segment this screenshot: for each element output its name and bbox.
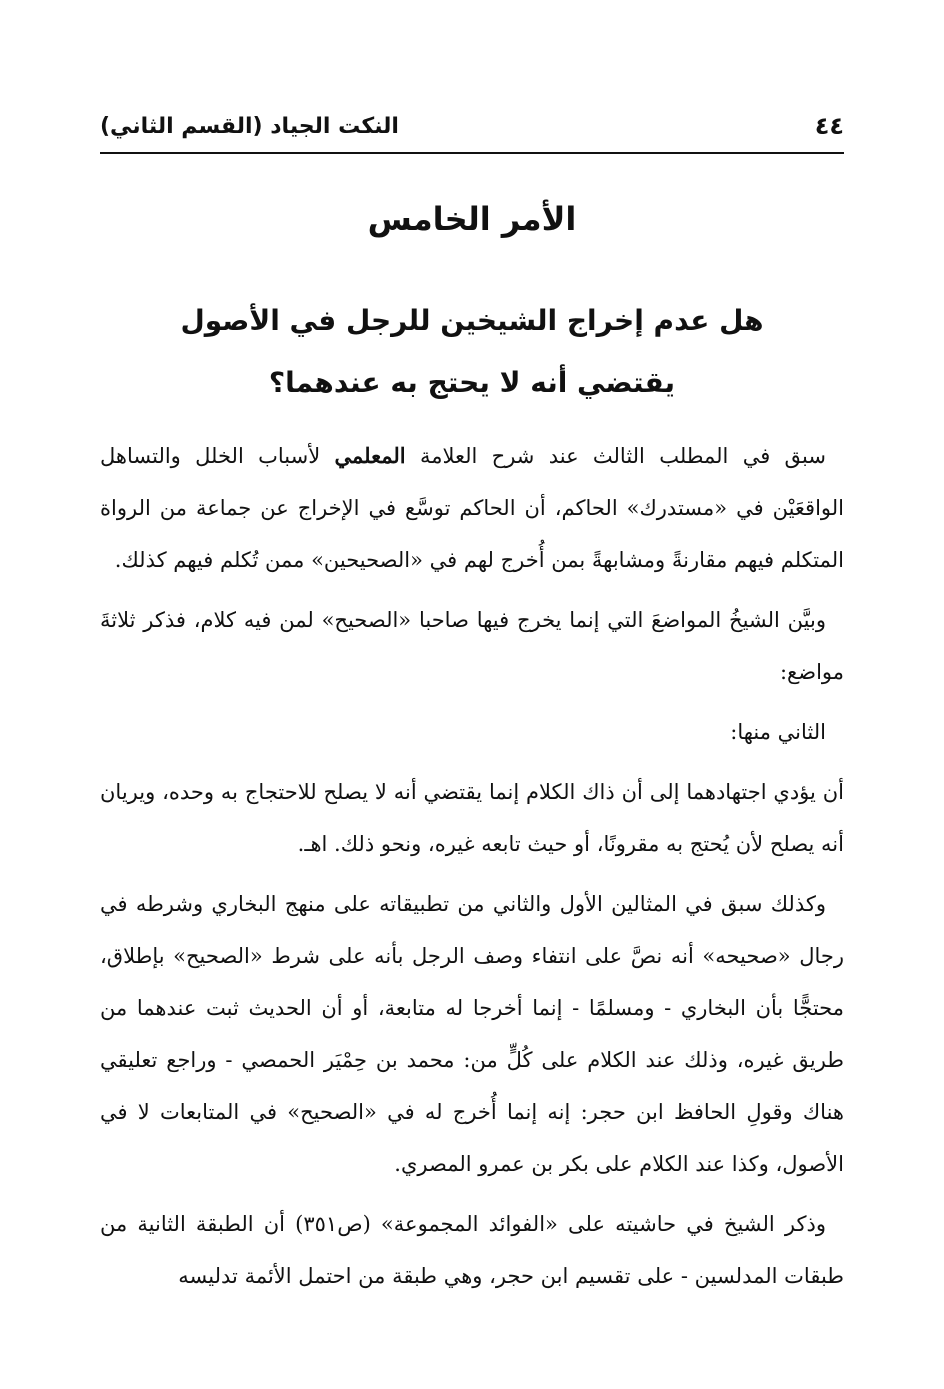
body-text <box>100 430 844 1310</box>
page-number: ٤٤ <box>814 112 844 140</box>
header-divider <box>100 152 844 154</box>
running-header <box>100 108 844 144</box>
paragraph-3: الثاني منها: <box>730 720 826 744</box>
paragraph-5: وكذلك سبق في المثالين الأول والثاني من تطبيقاته على منهج البخاري وشرطه في رجال «صحيحه» أنه نصَّ على انتفاء وصف الرجل بأنه على شرط «الصحيح» بإطلاق، محتجًّا بأن البخاري - ومسلمًا - إنما أخرجا له متابعة، أو أن الحديث ثبت عندهما من طريق غيره، وذلك عند الكلام على كُلٍّ من: محمد بن حِمْيَر الحمصي - وراجع تعليقي هناك وقولِ الحافظ ابن حجر: إنه إنما أُخرج له في «الصحيح» في المتابعات لا في الأصول، وكذا عند الكلام على بكر بن عمرو المصري. <box>100 892 844 1176</box>
paragraph-4: أن يؤدي اجتهادهما إلى أن ذاك الكلام إنما يقتضي أنه لا يصلح للاحتجاج به وحده، ويريان أنه يصلح لأن يُحتج به مقرونًا، أو حيث تابعه غيره، ونحو ذلك. اهـ. <box>100 780 844 856</box>
question-heading <box>100 290 844 414</box>
paragraph-1 <box>100 430 844 586</box>
paragraph-2: وبيَّن الشيخُ المواضعَ التي إنما يخرج فيها صاحبا «الصحيح» لمن فيه كلام، فذكر ثلاثةَ مواضع: <box>100 608 844 684</box>
book-title: النكت الجياد (القسم الثاني) <box>100 113 399 139</box>
section-title: الأمر الخامس <box>367 200 577 238</box>
paragraph-1-end: لأسباب الخلل والتساهل الواقعَيْن في «مستدرك» الحاكم، أن الحاكم توسَّع في الإخراج عن جماعة من الرواة المتكلم فيهم مقارنةً ومشابهةً بمن أُخرج لهم في «الصحيحين» ممن تُكلم فيهم كذلك. <box>100 444 844 572</box>
paragraph-1-emphasis: المعلمي <box>334 443 406 468</box>
question-line-2: يقتضي أنه لا يحتج به عندهما؟ <box>268 366 676 399</box>
paragraph-6: وذكر الشيخ في حاشيته على «الفوائد المجموعة» (ص٣٥١) أن الطبقة الثانية من طبقات المدلسين - على تقسيم ابن حجر، وهي طبقة من احتمل الأئمة تدليسه <box>100 1212 844 1288</box>
paragraph-1-start: سبق في المطلب الثالث عند شرح العلامة <box>419 444 826 468</box>
question-line-1: هل عدم إخراج الشيخين للرجل في الأصول <box>180 304 764 337</box>
